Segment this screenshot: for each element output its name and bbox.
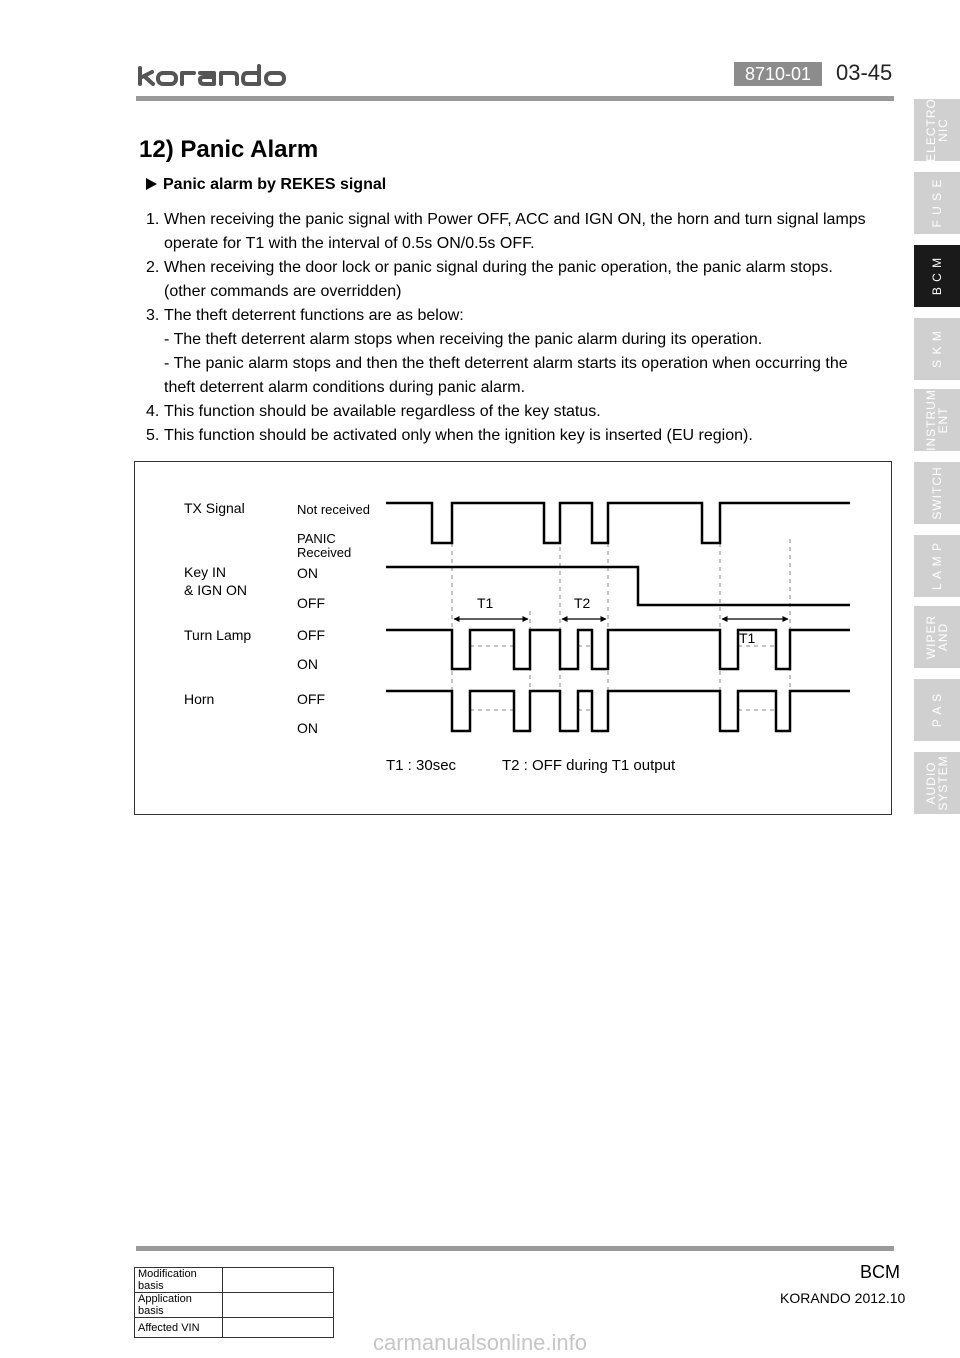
modification-basis-value	[223, 1268, 334, 1293]
tab-electronic[interactable]: ELECTRO NIC	[914, 99, 960, 161]
list-number: 2.	[146, 259, 160, 276]
list-item-text: - The theft deterrent alarm stops when receiving the panic alarm during its operation.	[164, 331, 763, 348]
list-item-text: operate for T1 with the interval of 0.5s ON/0.5s OFF.	[164, 235, 535, 252]
section-code-badge: 8710-01	[734, 62, 822, 86]
list-number: 1.	[146, 211, 160, 228]
watermark: carmanualsonline.info	[372, 1330, 588, 1355]
list-item-text: (other commands are overridden)	[164, 283, 402, 300]
modification-basis-label: Modification basis	[135, 1268, 223, 1293]
application-basis-label: Application basis	[135, 1293, 223, 1318]
header-divider	[136, 96, 894, 101]
application-basis-value	[223, 1293, 334, 1318]
horn-waveform	[386, 691, 850, 731]
tab-audio-system[interactable]: AUDIO SYSTEM	[914, 752, 960, 814]
footer-divider	[136, 1246, 894, 1251]
horn-off-label: OFF	[296, 690, 325, 707]
list-item-text: When receiving the panic signal with Power OFF, ACC and IGN ON, the horn and turn signal lamps	[164, 211, 866, 228]
tab-wiper[interactable]: WIPER AND	[914, 606, 960, 668]
t1-legend: T1 : 30sec	[385, 756, 456, 774]
not-received-label: Not received	[296, 501, 370, 517]
tab-instrument[interactable]: INSTRUM ENT	[914, 389, 960, 451]
list-number: 3.	[146, 307, 160, 324]
tab-switch[interactable]: SWITCH	[914, 462, 960, 524]
tab-pas[interactable]: P A S	[914, 679, 960, 741]
ign-on-label: & IGN ON	[183, 581, 247, 598]
list-item-text: theft deterrent alarm conditions during panic alarm.	[164, 379, 526, 396]
horn-on-label: ON	[296, 719, 318, 736]
table-row	[135, 1268, 334, 1293]
turn-lamp-off-label: OFF	[296, 626, 325, 643]
table-row	[135, 1293, 334, 1318]
tab-skm[interactable]: S K M	[914, 318, 960, 380]
tab-fuse[interactable]: F U S E	[914, 172, 960, 234]
tab-bcm[interactable]: B C M	[914, 245, 960, 307]
footer-edition: KORANDO 2012.10	[780, 1290, 906, 1306]
received-label: Received	[296, 544, 351, 560]
tx-signal-label: TX Signal	[183, 499, 245, 516]
section-title: 12) Panic Alarm	[139, 136, 319, 163]
t1-second-interval-label: T1	[738, 629, 755, 646]
panic-label: PANIC	[296, 530, 336, 546]
turn-lamp-on-label: ON	[296, 655, 318, 672]
list-item-text: This function should be activated only when the ignition key is inserted (EU region).	[164, 427, 753, 444]
korando-logo	[136, 62, 316, 92]
t1-interval-label: T1	[476, 594, 493, 611]
turn-lamp-label: Turn Lamp	[183, 626, 251, 643]
tab-lamp[interactable]: L A M P	[914, 535, 960, 597]
key-off-label: OFF	[296, 594, 325, 611]
tx-signal-waveform	[386, 503, 850, 543]
list-number: 5.	[146, 427, 160, 444]
triangle-bullet-icon	[146, 178, 157, 190]
key-ign-waveform	[386, 567, 850, 605]
footer-section-name: BCM	[860, 1262, 900, 1282]
key-on-label: ON	[296, 564, 318, 581]
list-item-text: When receiving the door lock or panic signal during the panic operation, the panic alarm stops.	[164, 259, 833, 276]
modification-table	[134, 1267, 334, 1338]
key-in-label: Key IN	[183, 563, 226, 580]
t2-interval-label: T2	[573, 594, 590, 611]
list-number: 4.	[146, 403, 160, 420]
page-number: 03-45	[836, 60, 893, 85]
timing-diagram	[134, 461, 892, 815]
list-item-text: - The panic alarm stops and then the theft deterrent alarm starts its operation when occurring the	[164, 355, 848, 372]
t2-legend: T2 : OFF during T1 output	[501, 756, 675, 774]
list-item-text: This function should be available regardless of the key status.	[164, 403, 601, 420]
list-item-text: The theft deterrent functions are as below:	[164, 307, 464, 324]
subheading: Panic alarm by REKES signal	[146, 176, 386, 194]
turn-lamp-waveform	[386, 630, 850, 669]
horn-label: Horn	[183, 690, 214, 707]
timing-diagram-svg	[134, 461, 892, 815]
affected-vin-label: Affected VIN	[135, 1318, 223, 1338]
